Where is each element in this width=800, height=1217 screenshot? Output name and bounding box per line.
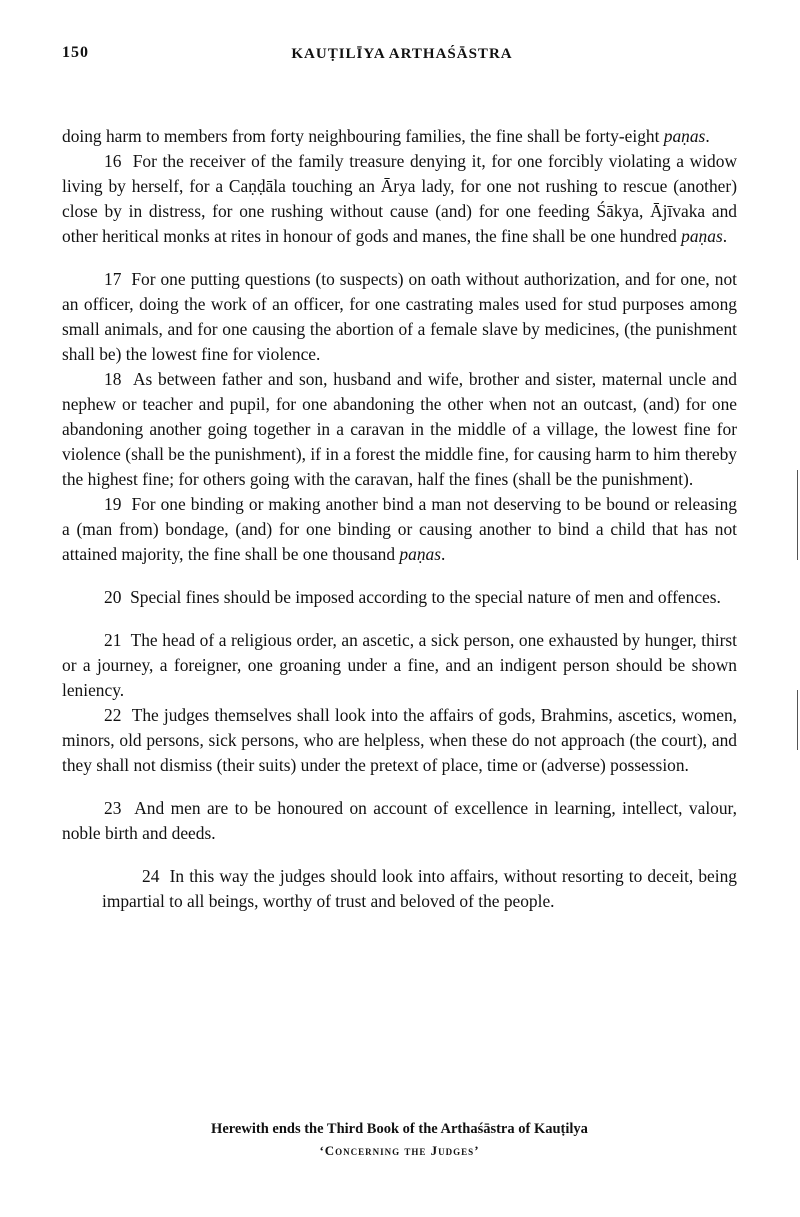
- paragraph-continuation: doing harm to members from forty neighbouring families, the fine shall be forty-eight paṇas.: [62, 126, 710, 146]
- page-header: [62, 44, 742, 70]
- paragraph-17: 17 For one putting questions (to suspects) on oath without authorization, and for one, not an officer, doing the work of an officer, for one castrating males used for stud purposes among small animals, and for one causing the abortion of a female slave by medicines, (the punishment shall be) the lowest fine for violence.: [62, 269, 737, 364]
- paragraph-16: 16 For the receiver of the family treasure denying it, for one forcibly violating a widow living by herself, for a Caṇḍāla touching an Ārya lady, for one not rushing to rescue (another) close by in distress, for one rushing without cause (and) for one feeding Śākya, Ājīvaka and other heritical monks at rites in honour of gods and manes, the fine shall be one hundred paṇas.: [62, 151, 737, 246]
- paragraph-number: 17: [104, 269, 122, 289]
- paragraph-number: 22: [104, 705, 122, 725]
- paragraph-number: 19: [104, 494, 122, 514]
- paragraph-20: 20 Special fines should be imposed according to the special nature of men and offences.: [104, 587, 721, 607]
- paragraph-23: 23 And men are to be honoured on account of excellence in learning, intellect, valour, noble birth and deeds.: [62, 798, 737, 843]
- scan-edge-mark: [797, 470, 798, 560]
- body-text: [62, 124, 737, 914]
- paragraph-number: 23: [104, 798, 122, 818]
- colophon-subtitle: ‘Concerning the Judges’: [319, 1143, 480, 1158]
- paragraph-number: 24: [142, 866, 160, 886]
- paragraph-19: 19 For one binding or making another bind a man not deserving to be bound or releasing a (man from) bondage, (and) for one binding or causing another to bind a child that has not attained majority, the fine shall be one thousand paṇas.: [62, 494, 737, 564]
- paragraph-22: 22 The judges themselves shall look into the affairs of gods, Brahmins, ascetics, women, minors, old persons, sick persons, who are helpless, when these do not approach (the court), and they shall not dismiss (their suits) under the pretext of place, time or (adverse) possession.: [62, 705, 738, 775]
- page-number: 150: [62, 44, 89, 61]
- paragraph-number: 18: [104, 369, 122, 389]
- colophon-line: Herewith ends the Third Book of the Arthaśāstra of Kauṭilya: [211, 1121, 588, 1137]
- running-title: KAUṬILĪYA ARTHAŚĀSTRA: [291, 46, 513, 62]
- paragraph-18: 18 As between father and son, husband and wife, brother and sister, maternal uncle and nephew or teacher and pupil, for one abandoning the other when not an outcast, (and) for one abandoning another going together in a caravan in the middle of a village, the lowest fine for violence (shall be the punishment), if in a forest the middle fine, for causing harm to him thereby the highest fine; for others going with the caravan, half the fines (shall be the punishment).: [62, 369, 737, 489]
- scan-edge-mark: [797, 690, 798, 750]
- paragraph-number: 16: [104, 151, 122, 171]
- book-colophon: [62, 1118, 737, 1162]
- paragraph-number: 20: [104, 587, 122, 607]
- paragraph-number: 21: [104, 630, 122, 650]
- paragraph-21: 21 The head of a religious order, an ascetic, a sick person, one exhausted by hunger, thirst or a journey, a foreigner, one groaning under a fine, and an indigent person should be shown leniency.: [62, 630, 737, 700]
- paragraph-24: 24 In this way the judges should look into affairs, without resorting to deceit, being impartial to all beings, worthy of trust and beloved of the people.: [102, 866, 737, 911]
